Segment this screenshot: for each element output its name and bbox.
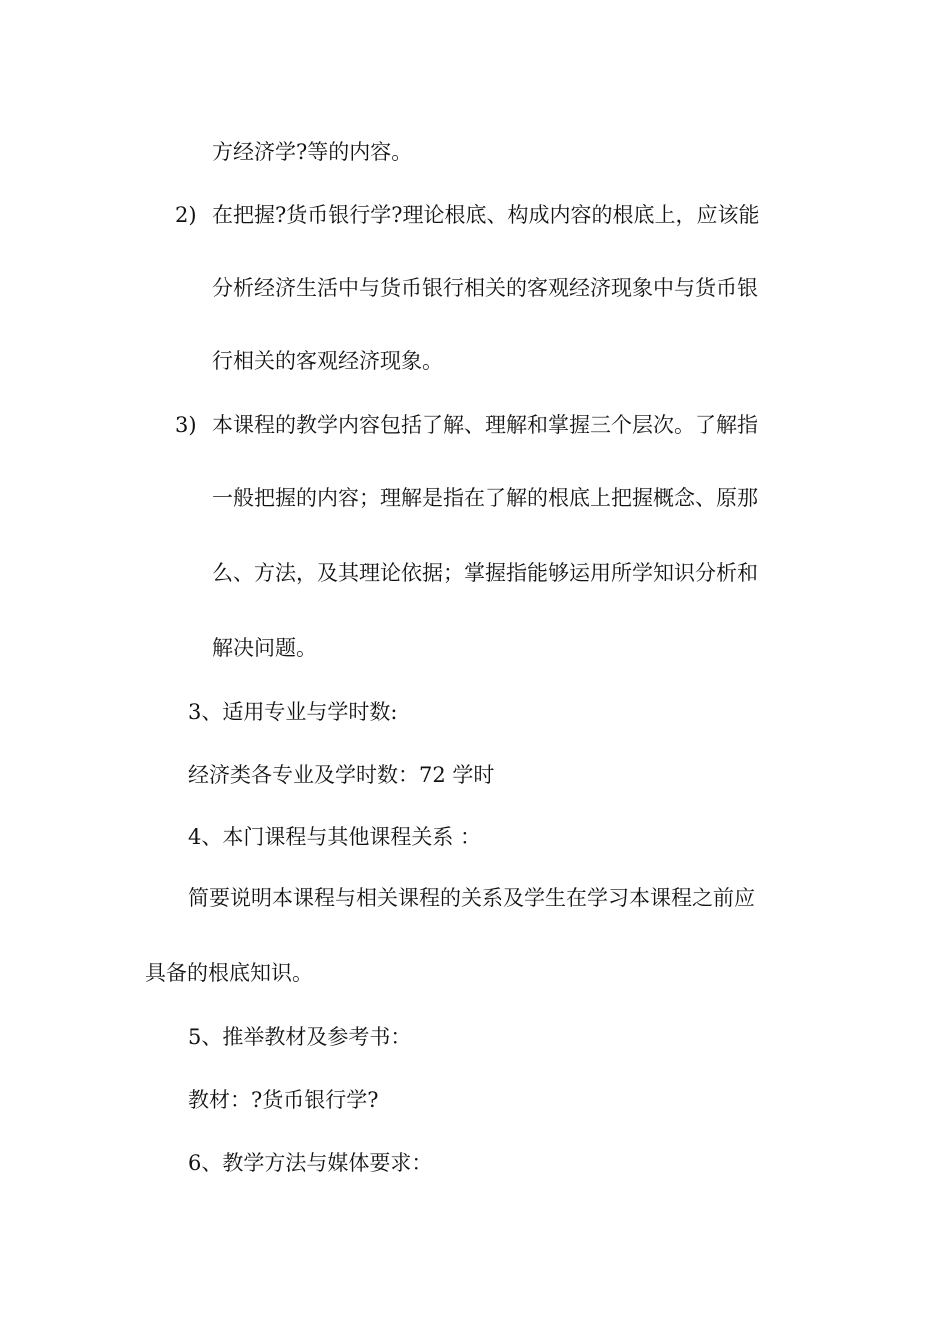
list-item-line: 分析经济生活中与货币银行相关的客观经济现象中与货币银	[212, 276, 758, 300]
list-item-line: 行相关的客观经济现象。	[212, 349, 443, 373]
list-marker: 3)	[175, 413, 197, 437]
section-4-heading: 4、本门课程与其他课程关系 ：	[188, 825, 482, 849]
list-item-line: 解决问题。	[212, 636, 317, 660]
section-4-body-line: 具备的根底知识。	[145, 961, 313, 985]
continuation-text: 方经济学?等的内容。	[212, 140, 413, 164]
section-3-body: 经济类各专业及学时数：72 学时	[188, 763, 495, 787]
section-6-heading: 6、教学方法与媒体要求：	[188, 1151, 433, 1175]
list-item-line: 本课程的教学内容包括了解、理解和掌握三个层次。了解指	[212, 413, 758, 437]
section-5-body: 教材：?货币银行学?	[188, 1088, 379, 1112]
section-3-heading: 3、适用专业与学时数:	[188, 700, 398, 724]
section-5-heading: 5、推举教材及参考书：	[188, 1025, 412, 1049]
section-4-body-line: 简要说明本课程与相关课程的关系及学生在学习本课程之前应	[188, 886, 755, 910]
list-item-line: 么、方法，及其理论依据；掌握指能够运用所学知识分析和	[212, 561, 758, 585]
list-marker: 2)	[175, 203, 197, 227]
list-item-line: 在把握?货币银行学?理论根底、构成内容的根底上，应该能	[212, 203, 760, 227]
list-item-line: 一般把握的内容；理解是指在了解的根底上把握概念、原那	[212, 486, 758, 510]
